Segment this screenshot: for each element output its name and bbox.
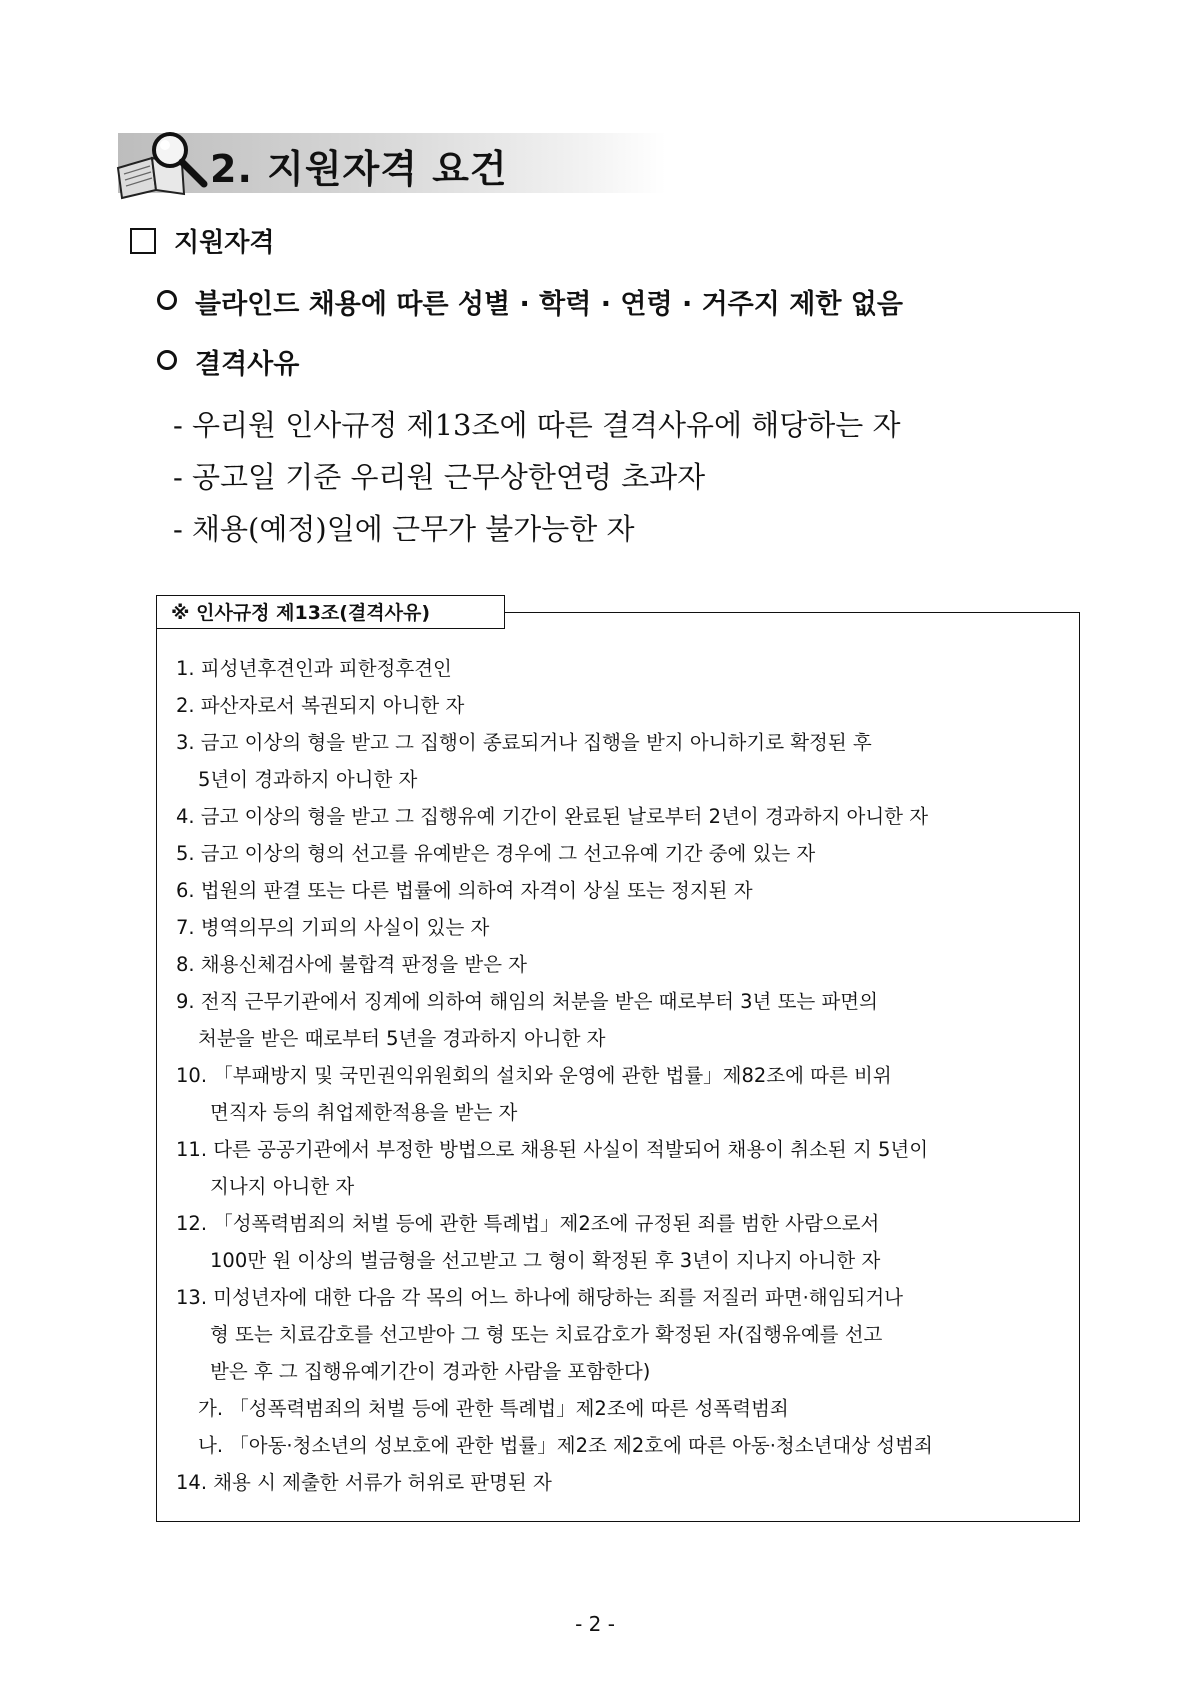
circle-bullet-icon [157,290,177,310]
dash-item: - 우리원 인사규정 제13조에 따른 결격사유에 해당하는 자 [173,408,901,442]
regulation-line: 12. 「성폭력범죄의 처벌 등에 관한 특례법」제2조에 규정된 죄를 범한 사람으로서 [176,1212,880,1235]
regulation-line: 4. 금고 이상의 형을 받고 그 집행유예 기간이 완료된 날로부터 2년이 경과하지 아니한 자 [176,805,929,828]
regulation-line: 10. 「부패방지 및 국민권익위원회의 설치와 운영에 관한 법률」제82조에 따른 비위 [176,1064,892,1087]
dash-item: - 채용(예정)일에 근무가 불가능한 자 [173,512,635,546]
regulation-line: 8. 채용신체검사에 불합격 판정을 받은 자 [176,953,527,976]
regulation-line: 3. 금고 이상의 형을 받고 그 집행이 종료되거나 집행을 받지 아니하기로 확정된 후 [176,731,872,754]
checkbox-square-icon [130,228,156,254]
dash-item: - 공고일 기준 우리원 근무상한연령 초과자 [173,460,706,494]
circle-bullet-icon [157,350,177,370]
regulation-line: 13. 미성년자에 대한 다음 각 목의 어느 하나에 해당하는 죄를 저질러 파면·해임되거나 [176,1286,904,1309]
regulation-line: 100만 원 이상의 벌금형을 선고받고 그 형이 확정된 후 3년이 지나지 아니한 자 [210,1249,881,1272]
regulation-line: 2. 파산자로서 복권되지 아니한 자 [176,694,465,717]
section-title [130,222,274,259]
bullet-text: 결격사유 [195,349,300,380]
regulation-line: 5년이 경과하지 아니한 자 [198,768,418,791]
regulation-line: 받은 후 그 집행유예기간이 경과한 사람을 포함한다) [210,1360,651,1383]
regulation-line: 9. 전직 근무기관에서 징계에 의하여 해임의 처분을 받은 때로부터 3년 또는 파면의 [176,990,878,1013]
page-heading: 2. 지원자격 요건 [210,147,508,191]
regulation-line: 나. 「아동·청소년의 성보호에 관한 법률」제2조 제2호에 따른 아동·청소년대상 성범죄 [198,1434,933,1457]
section-title-text: 지원자격 [174,228,275,258]
regulation-line: 형 또는 치료감호를 선고받아 그 형 또는 치료감호가 확정된 자(집행유예를 선고 [210,1323,883,1346]
regulation-line: 면직자 등의 취업제한적용을 받는 자 [210,1101,518,1124]
book-magnifier-icon [112,128,212,200]
regulation-line: 지나지 아니한 자 [210,1175,355,1198]
bullet-item [157,282,903,321]
bullet-text: 블라인드 채용에 따른 성별 · 학력 · 연령 · 거주지 제한 없음 [195,289,903,320]
regulation-line: 6. 법원의 판결 또는 다른 법률에 의하여 자격이 상실 또는 정지된 자 [176,879,753,902]
regulation-line: 1. 피성년후견인과 피한정후견인 [176,657,452,680]
regulation-line: 처분을 받은 때로부터 5년을 경과하지 아니한 자 [198,1027,606,1050]
regulation-line: 7. 병역의무의 기피의 사실이 있는 자 [176,916,490,939]
regulation-box-title: ※ 인사규정 제13조(결격사유) [156,595,505,629]
regulation-line: 가. 「성폭력범죄의 처벌 등에 관한 특례법」제2조에 따른 성폭력범죄 [198,1397,789,1420]
regulation-line: 14. 채용 시 제출한 서류가 허위로 판명된 자 [176,1471,552,1494]
bullet-item [157,342,299,381]
regulation-line: 5. 금고 이상의 형의 선고를 유예받은 경우에 그 선고유예 기간 중에 있는 자 [176,842,816,865]
regulation-line: 11. 다른 공공기관에서 부정한 방법으로 채용된 사실이 적발되어 채용이 취소된 지 5년이 [176,1138,929,1161]
page-number: - 2 - [575,1612,615,1636]
